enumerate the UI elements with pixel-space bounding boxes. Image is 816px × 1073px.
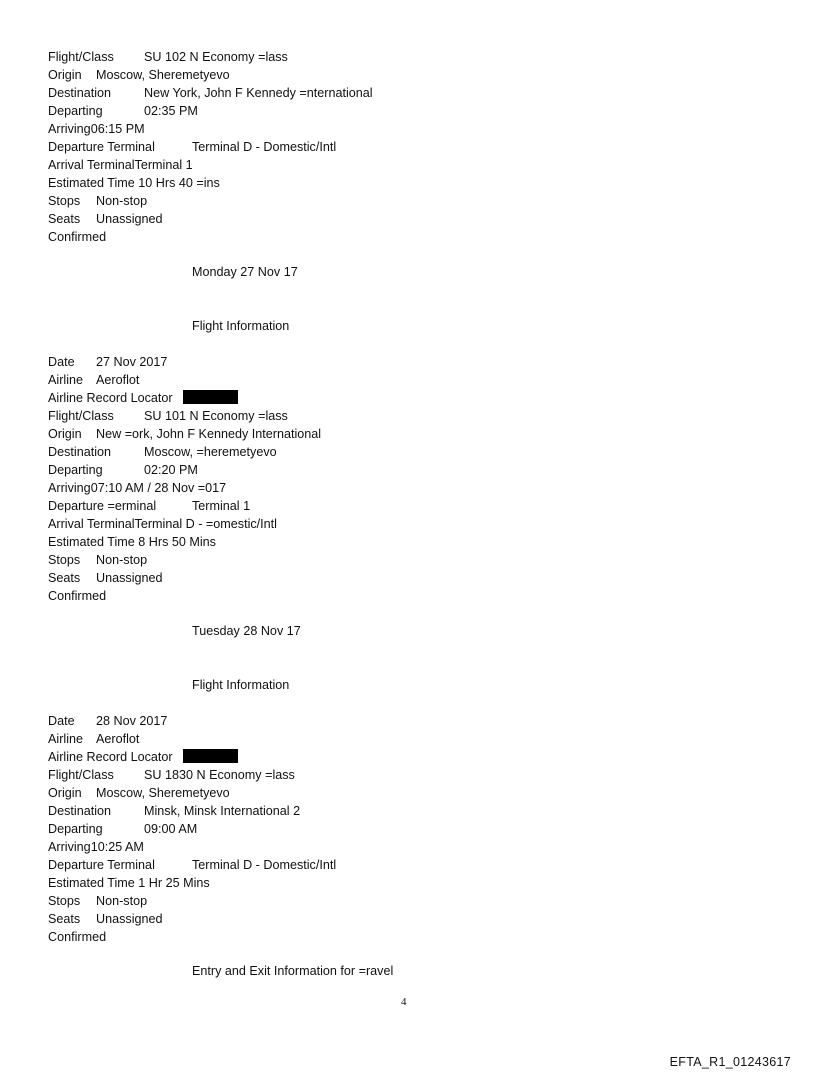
value: 06:15 PM (90, 122, 145, 136)
destination-row (48, 443, 277, 461)
departing-row (48, 820, 197, 838)
label: Destination (48, 804, 112, 818)
destination-row (48, 84, 373, 102)
label: Stops (48, 894, 81, 908)
label: Destination (48, 86, 112, 100)
label: Airline Record Locator (48, 391, 173, 405)
date-row (48, 712, 167, 730)
value: SU 102 N Economy =lass (144, 50, 288, 64)
record-locator-row (48, 748, 238, 766)
section-heading-flight-info-2: Flight Information (192, 678, 290, 692)
label: Departure Terminal (48, 140, 155, 154)
label: Departure Terminal (48, 858, 155, 872)
label: Destination (48, 445, 112, 459)
seats-row (48, 210, 163, 228)
departing-row (48, 102, 198, 120)
flight-class-row (48, 407, 288, 425)
label: Airline (48, 732, 83, 746)
label: Flight/Class (48, 50, 114, 64)
value: Aeroflot (96, 373, 140, 387)
stops-row (48, 551, 147, 569)
label: Stops (48, 553, 81, 567)
origin-row (48, 66, 230, 84)
origin-row (48, 784, 230, 802)
label: Seats (48, 571, 81, 585)
value: 28 Nov 2017 (96, 714, 168, 728)
departing-row (48, 461, 198, 479)
value: Unassigned (96, 571, 163, 585)
date-row (48, 353, 167, 371)
label: Departure =erminal (48, 499, 157, 513)
arrival-terminal-row (48, 515, 277, 533)
stops-row (48, 892, 147, 910)
value: Non-stop (96, 894, 148, 908)
label: Estimated Time (48, 176, 135, 190)
destination-row (48, 802, 300, 820)
label: Origin (48, 786, 82, 800)
origin-row (48, 425, 321, 443)
label: Arriving (48, 840, 91, 854)
page-number: 4 (401, 996, 407, 1008)
value: New York, John F Kennedy =nternational (144, 86, 373, 100)
departure-terminal-row (48, 856, 336, 874)
value: Aeroflot (96, 732, 140, 746)
arrival-terminal-row (48, 156, 193, 174)
label: Flight/Class (48, 409, 114, 423)
value: Moscow, Sheremetyevo (96, 786, 230, 800)
redaction-box (183, 749, 238, 763)
departure-terminal-row (48, 497, 250, 515)
label: Flight/Class (48, 768, 114, 782)
seats-row (48, 569, 163, 587)
label: Seats (48, 212, 81, 226)
value: 8 Hrs 50 Mins (138, 535, 216, 549)
value: Moscow, =heremetyevo (144, 445, 277, 459)
estimated-time-row (48, 874, 210, 892)
label: Airline Record Locator (48, 750, 173, 764)
label: Arriving (48, 122, 91, 136)
value: 1 Hr 25 Mins (138, 876, 210, 890)
label: Date (48, 714, 75, 728)
arriving-row (48, 838, 144, 856)
label: Origin (48, 427, 82, 441)
redaction-box (183, 390, 238, 404)
airline-row (48, 371, 139, 389)
label: Estimated Time (48, 535, 135, 549)
section-heading-entry-exit: Entry and Exit Information for =ravel (192, 964, 394, 978)
value: Unassigned (96, 912, 163, 926)
status-text: Confirmed (48, 930, 107, 944)
label: Arrival Terminal (48, 158, 135, 172)
value: SU 101 N Economy =lass (144, 409, 288, 423)
stops-row (48, 192, 147, 210)
airline-row (48, 730, 139, 748)
arriving-row (48, 120, 145, 138)
value: Terminal D - Domestic/Intl (192, 140, 337, 154)
value: Unassigned (96, 212, 163, 226)
value: Terminal 1 (192, 499, 251, 513)
label: Departing (48, 822, 103, 836)
value: 02:20 PM (144, 463, 198, 477)
value: 10 Hrs 40 =ins (138, 176, 220, 190)
label: Arriving (48, 481, 91, 495)
value: Terminal 1 (134, 158, 193, 172)
label: Stops (48, 194, 81, 208)
value: 07:10 AM / 28 Nov =017 (90, 481, 227, 495)
estimated-time-row (48, 174, 220, 192)
label: Estimated Time (48, 876, 135, 890)
label: Arrival Terminal (48, 517, 135, 531)
label: Seats (48, 912, 81, 926)
value: Non-stop (96, 194, 148, 208)
value: Non-stop (96, 553, 148, 567)
label: Date (48, 355, 75, 369)
label: Departing (48, 463, 103, 477)
label: Airline (48, 373, 83, 387)
estimated-time-row (48, 533, 216, 551)
value: Moscow, Sheremetyevo (96, 68, 230, 82)
record-locator-row (48, 389, 238, 407)
label: Origin (48, 68, 82, 82)
value: 10:25 AM (90, 840, 144, 854)
value: 02:35 PM (144, 104, 198, 118)
document-id: EFTA_R1_01243617 (669, 1055, 791, 1069)
flight-class-row (48, 48, 288, 66)
flight-class-row (48, 766, 295, 784)
status-text: Confirmed (48, 230, 107, 244)
day-heading-2: Tuesday 28 Nov 17 (192, 624, 301, 638)
departure-terminal-row (48, 138, 336, 156)
value: 09:00 AM (144, 822, 198, 836)
value: 27 Nov 2017 (96, 355, 168, 369)
value: Terminal D - =omestic/Intl (134, 517, 277, 531)
value: Minsk, Minsk International 2 (144, 804, 301, 818)
value: SU 1830 N Economy =lass (144, 768, 295, 782)
arriving-row (48, 479, 226, 497)
status-text: Confirmed (48, 589, 107, 603)
section-heading-flight-info-1: Flight Information (192, 319, 290, 333)
value: New =ork, John F Kennedy International (96, 427, 322, 441)
value: Terminal D - Domestic/Intl (192, 858, 337, 872)
seats-row (48, 910, 163, 928)
label: Departing (48, 104, 103, 118)
day-heading-1: Monday 27 Nov 17 (192, 265, 298, 279)
